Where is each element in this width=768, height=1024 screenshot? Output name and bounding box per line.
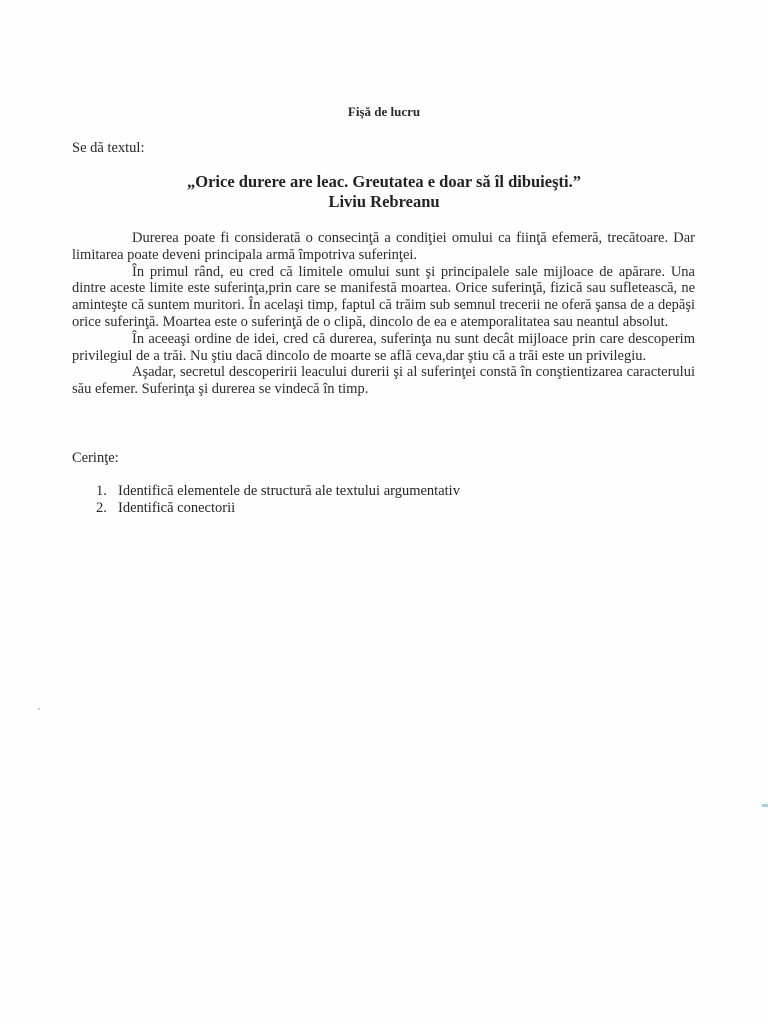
scan-speck bbox=[38, 708, 40, 710]
paragraph-2: În primul rând, eu cred că limitele omului sunt şi principalele sale mijloace de apărare. Una dintre aceste limite este suferinţa,prin care se manifestă moartea. Orice suferinţă, fizică sau sufletească, ne aminteşte că suntem muritori. În acelaşi timp, faptul că trăim sub semnul trecerii ne oferă şansa de a depăşi orice suferinţă. Moartea este o suferinţă de o clipă, dincolo de ea e atemporalitatea sau neantul absolut. bbox=[72, 263, 695, 330]
worksheet-heading: Fişă de lucru bbox=[347, 104, 421, 119]
requirement-number: 2. bbox=[96, 500, 107, 516]
paragraph-1: Durerea poate fi considerată o consecinţă a condiţiei omului ca fiinţă efemeră, trecătoare. Dar limitarea poate deveni principala armă împotriva suferinţei. bbox=[72, 230, 695, 263]
requirement-text: Identifică conectorii bbox=[118, 500, 236, 516]
quote-author: Liviu Rebreanu bbox=[328, 192, 440, 211]
scan-edge-mark bbox=[762, 804, 768, 807]
requirement-text: Identifică elementele de structură ale textului argumentativ bbox=[118, 483, 460, 499]
paragraph-4: Aşadar, secretul descoperirii leacului durerii şi al suferinţei constă în conştientizarea caracterului său efemer. Suferinţa şi durerea se vindecă în timp. bbox=[72, 364, 695, 398]
requirement-item bbox=[96, 483, 460, 500]
intro-text: Se dă textul: bbox=[72, 140, 145, 156]
quote-text: „Orice durere are leac. Greutatea e doar să îl dibuieşti.” bbox=[187, 172, 581, 191]
requirement-number: 1. bbox=[96, 483, 107, 499]
requirements-list bbox=[96, 483, 460, 517]
requirement-item bbox=[96, 500, 460, 517]
paragraph-3: În aceeaşi ordine de idei, cred că durerea, suferinţa nu sunt decât mijloace prin care descoperim privilegiul de a trăi. Nu ştiu dacă dincolo de moarte se află ceva,dar ştiu că a trăi este un privilegiu. bbox=[72, 330, 695, 364]
requirements-title: Cerinţe: bbox=[72, 450, 119, 466]
argument-text bbox=[72, 230, 695, 398]
quote-block bbox=[0, 172, 768, 212]
